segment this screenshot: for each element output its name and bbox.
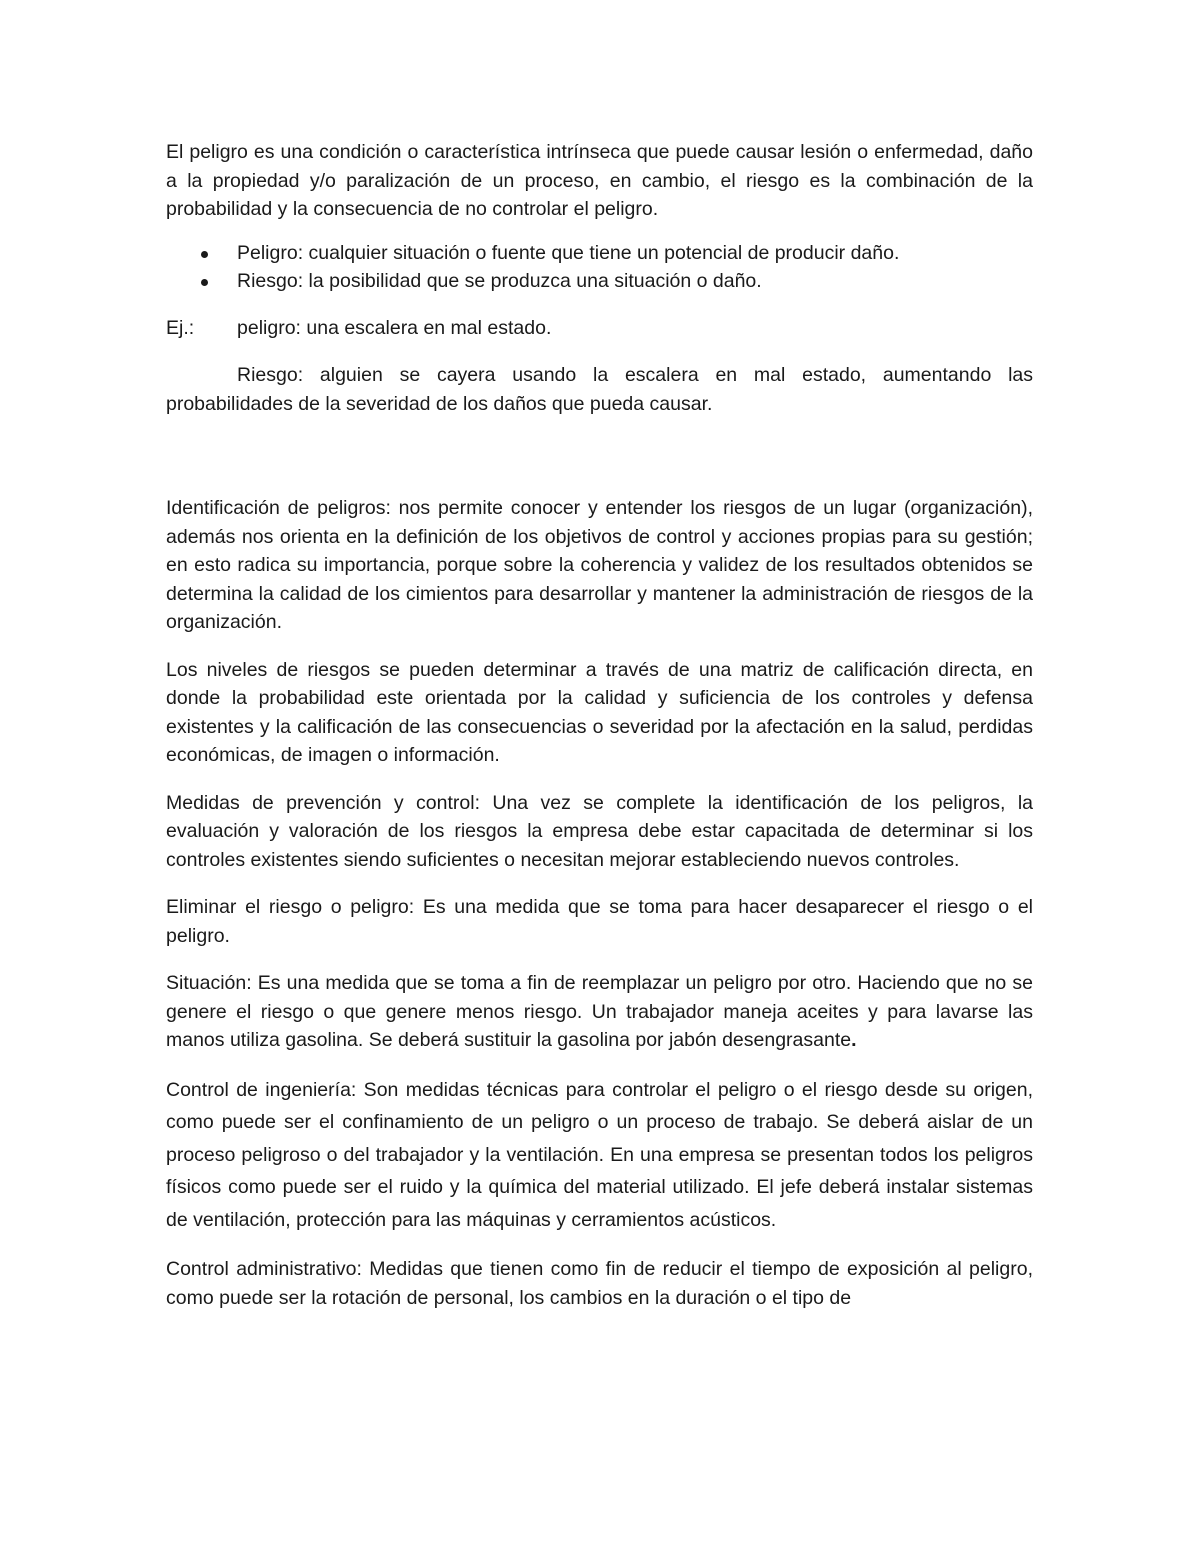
list-item bbox=[166, 239, 1033, 268]
eliminar-paragraph: Eliminar el riesgo o peligro: Es una medida que se toma para hacer desaparecer el riesgo o el peligro. bbox=[166, 896, 1033, 947]
example-line bbox=[166, 314, 1033, 343]
example-text: peligro: una escalera en mal estado. bbox=[237, 316, 552, 339]
list-item bbox=[166, 267, 1033, 296]
intro-paragraph: El peligro es una condición o característica intrínseca que puede causar lesión o enfermedad, daño a la propiedad y/o paralización de un proceso, en cambio, el riesgo es la combinación de la probabilidad y la consecuencia de no controlar el peligro. bbox=[166, 141, 1033, 220]
document-body bbox=[166, 138, 1033, 1312]
ingenieria-paragraph: Control de ingeniería: Son medidas técnicas para controlar el peligro o el riesgo desde su origen, como puede ser el confinamiento de un peligro o un proceso de trabajo. Se deberá aislar de un proceso peligroso o del trabajador y la ventilación. En una empresa se presentan todos los peligros físicos como puede ser el ruido y la química del material utilizado. El jefe deberá instalar sistemas de ventilación, protección para las máquinas y cerramientos acústicos. bbox=[166, 1078, 1033, 1231]
identificacion-paragraph: Identificación de peligros: nos permite conocer y entender los riesgos de un lugar (organización), además nos orienta en la definición de los objetivos de control y acciones propias para su gestión; en esto radica su importancia, porque sobre la coherencia y validez de los resultados obtenidos se determina la calidad de los cimientos para desarrollar y mantener la administración de riesgos de la organización. bbox=[166, 497, 1033, 633]
risk-example-paragraph: Riesgo: alguien se cayera usando la escalera en mal estado, aumentando las probabilidades de la severidad de los daños que pueda causar. bbox=[166, 364, 1033, 415]
situacion-paragraph bbox=[166, 969, 1033, 1055]
administrativo-paragraph: Control administrativo: Medidas que tienen como fin de reducir el tiempo de exposición al peligro, como puede ser la rotación de personal, los cambios en la duración o el tipo de bbox=[166, 1258, 1033, 1309]
example-label: Ej.: bbox=[166, 316, 195, 339]
definitions-list bbox=[166, 239, 1033, 296]
medidas-paragraph: Medidas de prevención y control: Una vez se complete la identificación de los peligros, la evaluación y valoración de los riesgos la empresa debe estar capacitada de determinar si los controles existentes siendo suficientes o necesitan mejorar estableciendo nuevos controles. bbox=[166, 791, 1033, 871]
bullet-icon bbox=[201, 251, 208, 258]
bullet-text-peligro: Peligro: cualquier situación o fuente que tiene un potencial de producir daño. bbox=[237, 241, 900, 264]
situacion-period: . bbox=[851, 1029, 857, 1051]
niveles-paragraph: Los niveles de riesgos se pueden determinar a través de una matriz de calificación directa, en donde la probabilidad este orientada por la calidad y suficiencia de los controles y defensa existentes y la calificación de las consecuencias o severidad por la afectación en la salud, perdidas económicas, de imagen o información. bbox=[166, 658, 1033, 766]
bullet-icon bbox=[201, 279, 208, 286]
bullet-text-riesgo: Riesgo: la posibilidad que se produzca una situación o daño. bbox=[237, 270, 762, 292]
situacion-text: Situación: Es una medida que se toma a fin de reemplazar un peligro por otro. Haciendo que no se genere el riesgo o que genere menos riesgo. Un trabajador maneja aceites y para lavarse las manos utiliza gasolina. Se deberá sustituir la gasolina por jabón desengrasante bbox=[166, 972, 1033, 1051]
